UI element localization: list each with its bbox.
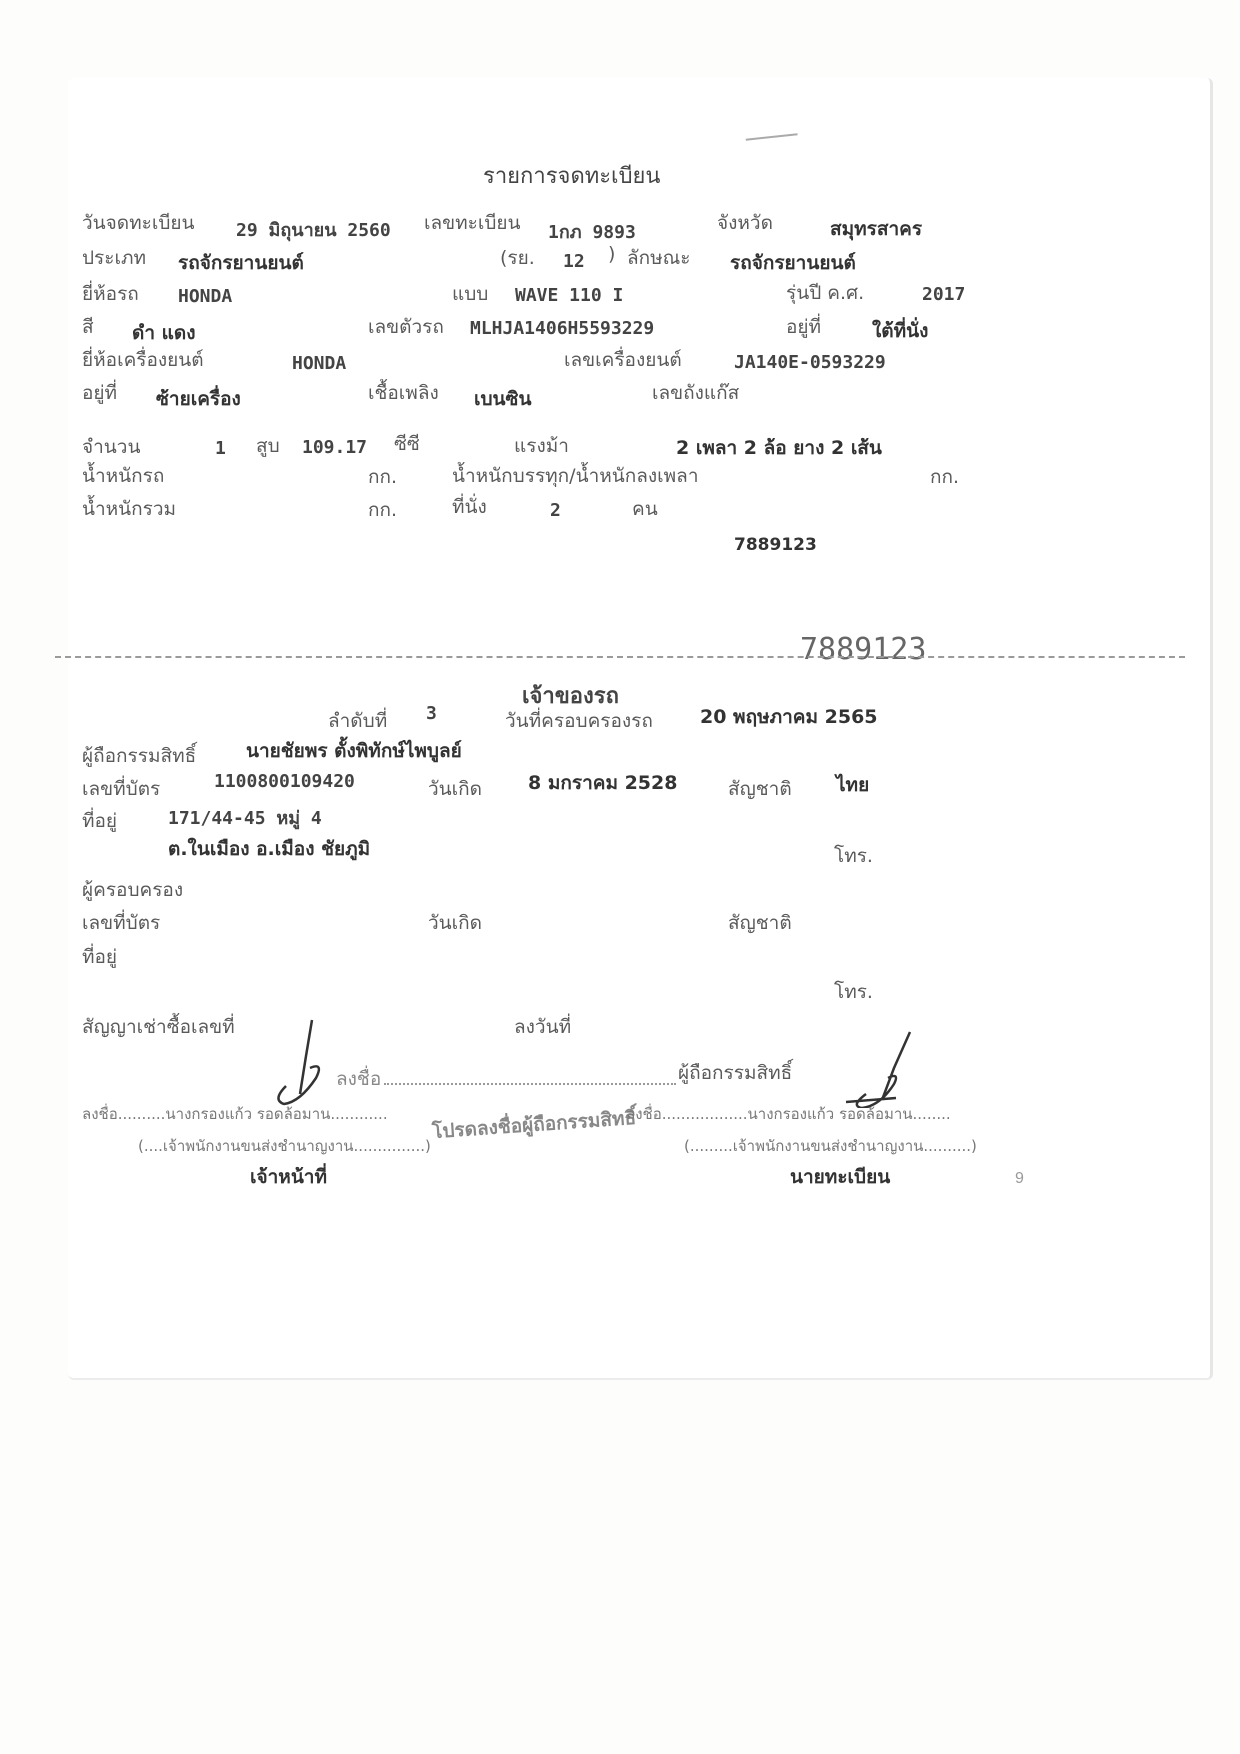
ry: 12 xyxy=(563,251,585,272)
fuel: เบนซิน xyxy=(474,388,532,410)
style-label: ลักษณะ xyxy=(627,247,691,269)
owner-nat-label: สัญชาติ xyxy=(728,778,792,800)
engine-no-label: เลขเครื่องยนต์ xyxy=(564,349,682,371)
owner-addr1: 171/44-45 หมู่ 4 xyxy=(168,808,322,829)
reg-date: 29 มิถุนายน 2560 xyxy=(236,220,391,241)
plate-label: เลขทะเบียน xyxy=(424,212,521,234)
hp-label: แรงม้า xyxy=(514,435,569,457)
registration-title: รายการจดทะเบียน xyxy=(483,164,661,189)
color: ดำ แดง xyxy=(132,322,196,344)
signed-date-label: ลงวันที่ xyxy=(514,1016,572,1038)
holder: นายชัยพร ตั้งพิทักษ์ไพบูลย์ xyxy=(246,740,462,762)
holder-label: ผู้ถือกรรมสิทธิ์ xyxy=(82,745,197,767)
possessor-tel-label: โทร. xyxy=(834,981,873,1003)
chassis-label: เลขตัวรถ xyxy=(368,316,444,338)
load-label: น้ำหนักบรรทุก/น้ำหนักลงเพลา xyxy=(452,465,699,487)
model: WAVE 110 I xyxy=(515,285,624,306)
seats: 2 xyxy=(550,500,561,521)
kg2: กก. xyxy=(930,466,960,488)
sign-stamp: โปรดลงชื่อผู้ถือกรรมสิทธิ์ xyxy=(431,1106,637,1144)
engine-brand-label: ยี่ห้อเครื่องยนต์ xyxy=(82,349,204,371)
year: 2017 xyxy=(922,284,966,305)
right-signer: ลงชื่อ..................นางกรองแก้ว รอดล้อมาน........ xyxy=(626,1105,951,1123)
left-position: (....เจ้าพนักงานขนส่งชำนาญงาน...............) xyxy=(138,1137,431,1155)
owner-tel-label: โทร. xyxy=(834,845,873,867)
engine-no: JA140E-0593229 xyxy=(734,352,886,373)
engine-loc: ซ้ายเครื่อง xyxy=(156,388,241,410)
ry-close: ) xyxy=(608,243,616,265)
sign-label: ลงชื่อ xyxy=(336,1068,382,1090)
possessor-id-label: เลขที่บัตร xyxy=(82,912,161,934)
cc: 109.17 xyxy=(302,437,368,458)
fuel-label: เชื้อเพลิง xyxy=(368,382,439,404)
engine-loc-label: อยู่ที่ xyxy=(82,382,118,404)
fold-line xyxy=(55,656,1185,658)
contract-label: สัญญาเช่าซื้อเลขที่ xyxy=(82,1016,235,1038)
ry-open: (รย. xyxy=(500,247,535,269)
color-label: สี xyxy=(82,316,94,338)
right-position: (.........เจ้าพนักงานขนส่งชำนาญงาน..........) xyxy=(684,1137,977,1155)
chassis: MLHJA1406H5593229 xyxy=(470,318,655,339)
count-label: จำนวน xyxy=(82,436,141,458)
page-number-bottom: 9 xyxy=(1015,1170,1024,1187)
chassis-loc: ใต้ที่นั่ง xyxy=(872,320,929,342)
count: 1 xyxy=(215,438,226,459)
handwritten-signature-right xyxy=(836,1028,916,1108)
handwritten-signature-left xyxy=(266,1016,336,1106)
owner-id-label: เลขที่บัตร xyxy=(82,778,161,800)
order: 3 xyxy=(426,703,437,724)
owner-addr-label: ที่อยู่ xyxy=(82,810,118,832)
possess-label: วันที่ครอบครองรถ xyxy=(505,710,653,732)
person-label: คน xyxy=(632,498,658,520)
total-weight-label: น้ำหนักรวม xyxy=(82,498,177,520)
right-title: นายทะเบียน xyxy=(790,1166,891,1188)
brand-label: ยี่ห้อรถ xyxy=(82,283,139,305)
owner-title: เจ้าของรถ xyxy=(522,684,619,709)
engine-brand: HONDA xyxy=(292,353,347,374)
weight-label: น้ำหนักรถ xyxy=(82,465,165,487)
order-label: ลำดับที่ xyxy=(328,710,388,732)
brand: HONDA xyxy=(178,286,233,307)
reg-date-label: วันจดทะเบียน xyxy=(82,212,195,234)
possessor-dob-label: วันเกิด xyxy=(428,912,482,934)
left-title: เจ้าหน้าที่ xyxy=(250,1166,328,1188)
possessor-nat-label: สัญชาติ xyxy=(728,912,792,934)
seats-label: ที่นั่ง xyxy=(452,496,487,518)
possessor-title: ผู้ครอบครอง xyxy=(82,879,184,901)
owner-addr2: ต.ในเมือง อ.เมือง ชัยภูมิ xyxy=(168,838,371,860)
cyl-label: สูบ xyxy=(256,435,280,457)
plate: 1กภ 9893 xyxy=(548,222,636,243)
owner-nat: ไทย xyxy=(836,774,870,796)
style: รถจักรยานยนต์ xyxy=(730,252,856,274)
type-label: ประเภท xyxy=(82,247,147,269)
left-signer: ลงชื่อ..........นางกรองแก้ว รอดล้อมาน............ xyxy=(82,1105,388,1123)
owner-dob-label: วันเกิด xyxy=(428,778,482,800)
owner-id: 1100800109420 xyxy=(214,771,355,792)
model-label: แบบ xyxy=(452,283,489,305)
registration-code-large: 7889123 xyxy=(800,632,927,667)
possessor-addr-label: ที่อยู่ xyxy=(82,946,118,968)
province: สมุทรสาคร xyxy=(830,218,923,240)
kg1: กก. xyxy=(368,466,398,488)
type: รถจักรยานยนต์ xyxy=(178,252,304,274)
registration-code: 7889123 xyxy=(734,535,817,555)
cc-label: ซีซี xyxy=(394,433,420,455)
chassis-loc-label: อยู่ที่ xyxy=(786,316,822,338)
kg3: กก. xyxy=(368,499,398,521)
province-label: จังหวัด xyxy=(717,212,773,234)
holder-role-label: ผู้ถือกรรมสิทธิ์ xyxy=(678,1062,793,1084)
possess-date: 20 พฤษภาคม 2565 xyxy=(700,706,878,728)
year-label: รุ่นปี ค.ศ. xyxy=(786,282,865,304)
sign-dotted-line xyxy=(384,1083,676,1085)
gas-tank-label: เลขถังแก๊ส xyxy=(652,382,740,404)
owner-dob: 8 มกราคม 2528 xyxy=(528,772,678,794)
axle: 2 เพลา 2 ล้อ ยาง 2 เส้น xyxy=(676,437,882,459)
